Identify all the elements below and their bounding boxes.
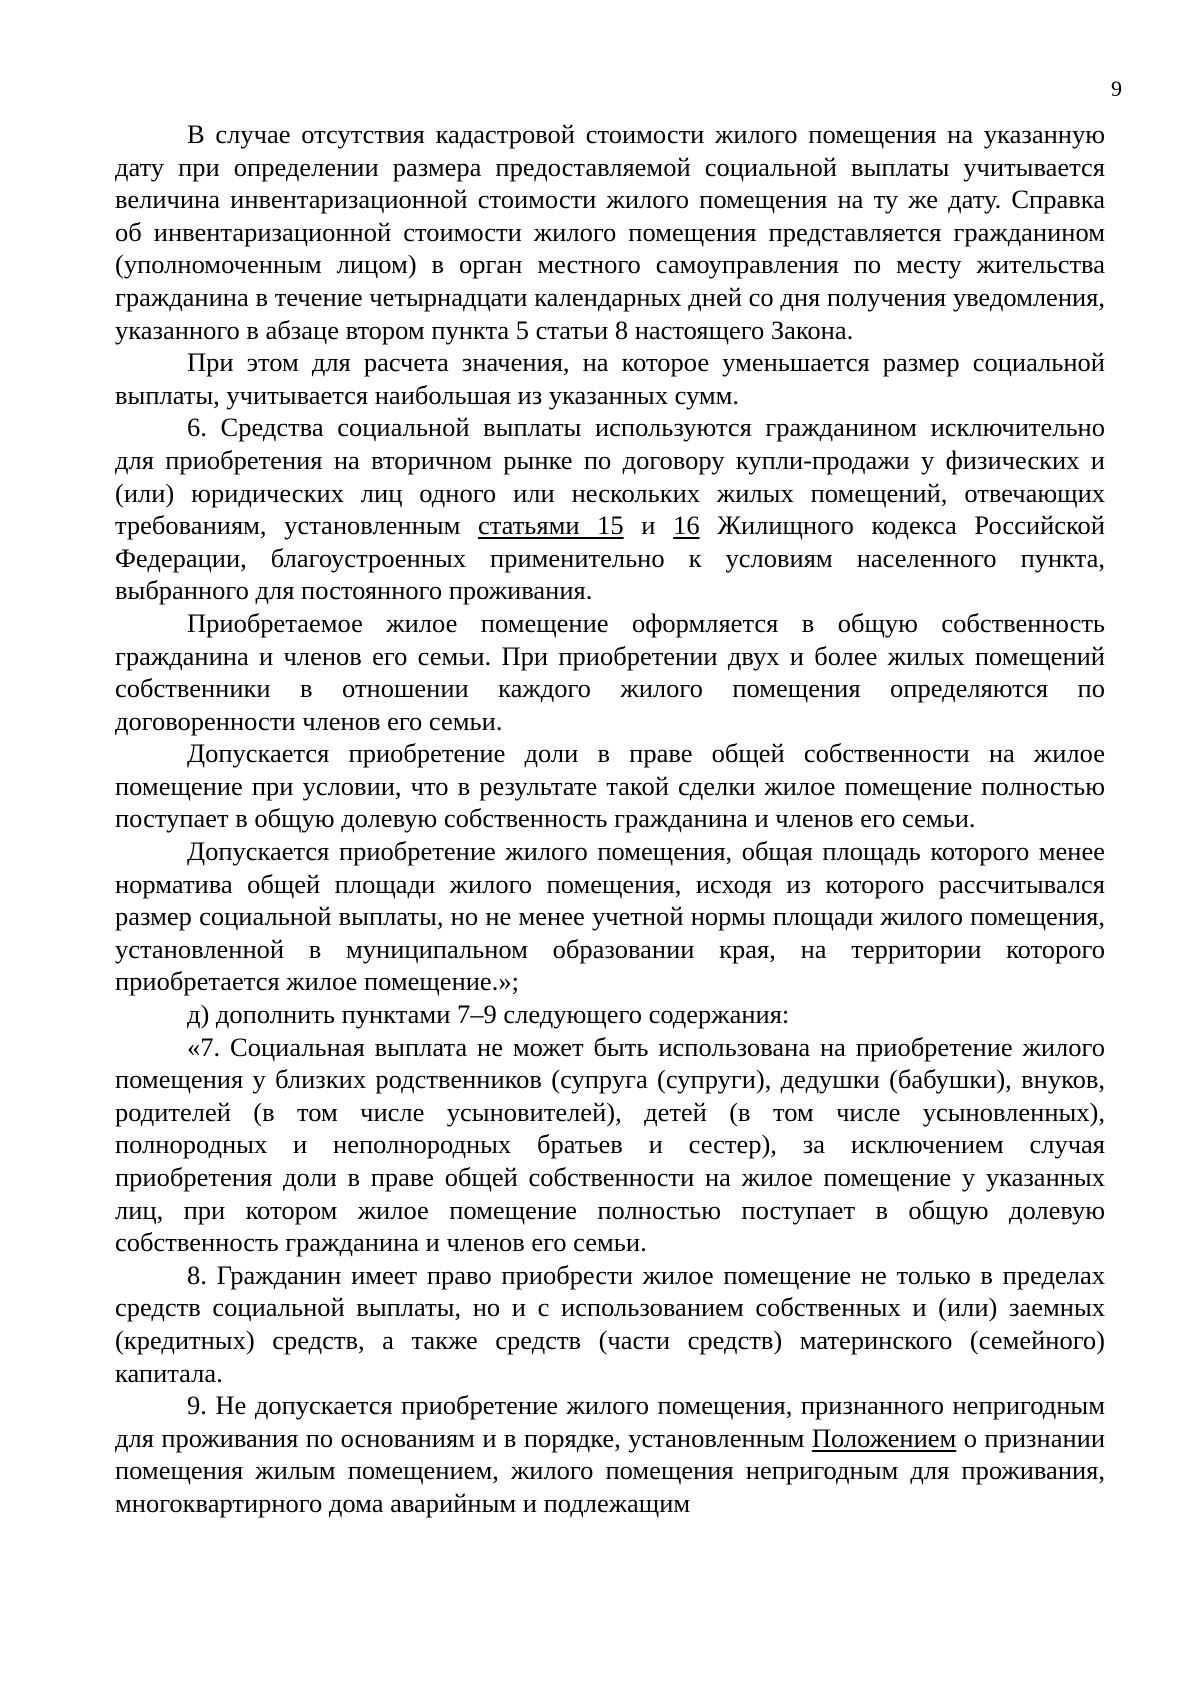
paragraph-amendment-d	[115, 998, 1105, 1031]
paragraph-text: 8. Гражданин имеет право приобрести жилое помещение не только в пределах средств социальной выплаты, но и с использованием собственных и (или) заемных (кредитных) средств, а также средств (части средств) материнского (семейного) капитала.	[115, 1259, 1105, 1388]
paragraph-text: д) дополнить пунктами 7–9 следующего содержания:	[187, 999, 790, 1030]
paragraph-text: В случае отсутствия кадастровой стоимости жилого помещения на указанную дату при определении размера предоставляемой социальной выплаты учитывается величина инвентаризационной стоимости жилого помещения на ту же дату. Справка об инвентаризационной стоимости жилого помещения представляется гражданином (уполномоченным лицом) в орган местного самоуправления по месту жительства гражданина в течение четырнадцати календарных дней со дня получения уведомления, указанного в абзаце втором пункта 5 статьи 8 настоящего Закона.	[115, 119, 1105, 345]
paragraph-area-norm	[115, 835, 1105, 998]
link-article-16[interactable]: 16	[673, 510, 700, 541]
page-number: 9	[1111, 76, 1122, 101]
paragraph-text: и	[623, 510, 674, 541]
paragraph-text: 9. Не допускается приобретение жилого помещения, признанного непригодным для проживания по основаниям и в порядке, установленным	[115, 1390, 1105, 1453]
paragraph-item-7	[115, 1031, 1105, 1259]
paragraph-ownership	[115, 607, 1105, 737]
paragraph-item-8	[115, 1259, 1105, 1389]
paragraph-text: 6. Средства социальной выплаты используются гражданином исключительно для приобретения на вторичном рынке по договору купли-продажи у физических и (или) юридических лиц одного или нескольких жилых помещений, отвечающих требованиям, установленным	[115, 412, 1105, 541]
paragraph-text: При этом для расчета значения, на которое уменьшается размер социальной выплаты, учитывается наибольшая из указанных сумм.	[115, 347, 1105, 410]
paragraph-text: Приобретаемое жилое помещение оформляется в общую собственность гражданина и членов его семьи. При приобретении двух и более жилых помещений собственники в отношении каждого жилого помещения определяются по договоренности членов его семьи.	[115, 607, 1105, 736]
paragraph-item-9	[115, 1389, 1105, 1519]
paragraph-cadastral-value	[115, 118, 1105, 346]
paragraph-text: о признании помещения жилым помещением, жилого помещения непригодным для проживания, многоквартирного дома аварийным и подлежащим	[115, 1422, 1105, 1518]
paragraph-text: Допускается приобретение жилого помещения, общая площадь которого менее норматива общей площади жилого помещения, исходя из которого рассчитывался размер социальной выплаты, но не менее учетной нормы площади жилого помещения, установленной в муниципальном образовании края, на территории которого приобретается жилое помещение.»;	[115, 836, 1105, 997]
paragraph-item-6	[115, 411, 1105, 607]
paragraph-text: «7. Социальная выплата не может быть использована на приобретение жилого помещения у близких родственников (супруга (супруги), дедушки (бабушки), внуков, родителей (в том числе усыновителей), детей (в том числе усыновленных), полнородных и неполнородных братьев и сестер), за исключением случая приобретения доли в праве общей собственности на жилое помещение у указанных лиц, при котором жилое помещение полностью поступает в общую долевую собственность гражданина и членов его семьи.	[115, 1031, 1105, 1258]
paragraph-largest-sum	[115, 346, 1105, 411]
paragraph-text: Допускается приобретение доли в праве общей собственности на жилое помещение при условии, что в результате такой сделки жилое помещение полностью поступает в общую долевую собственность гражданина и членов его семьи.	[115, 738, 1105, 834]
link-articles-15[interactable]: статьями 15	[477, 510, 624, 541]
paragraph-text: Жилищного кодекса Российской Федерации, благоустроенных применительно к условиям населенного пункта, выбранного для постоянного проживания.	[115, 510, 1105, 606]
link-regulation[interactable]: Положением	[811, 1422, 957, 1453]
document-body	[115, 118, 1105, 1520]
paragraph-share-purchase	[115, 737, 1105, 835]
